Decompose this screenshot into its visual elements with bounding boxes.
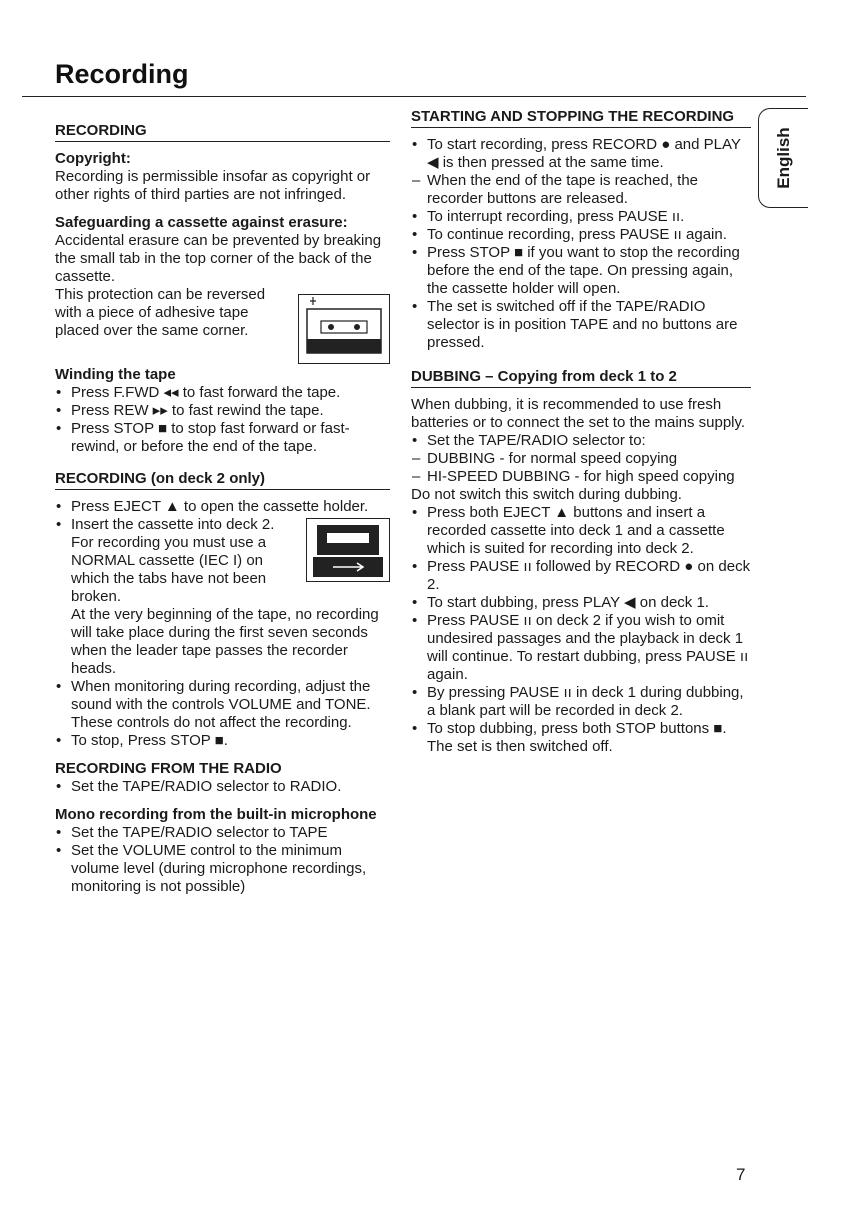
cassette-insert-illustration [306, 518, 390, 582]
copyright-text: Recording is permissible insofar as copyright or other rights of third parties are not infringed. [55, 168, 371, 203]
list-item: • Press STOP ■ to stop fast forward or fast-rewind, or before the end of the tape. [55, 420, 390, 456]
list-item: • Press PAUSE ıı followed by RECORD ● on deck 2. [411, 558, 751, 594]
radio-list [55, 778, 390, 796]
list-item: • Press REW ▸▸ to fast rewind the tape. [55, 402, 390, 420]
list-item: • Set the VOLUME control to the minimum volume level (during microphone recordings, monitoring is not possible) [55, 842, 390, 896]
list-item: • Set the TAPE/RADIO selector to TAPE [55, 824, 390, 842]
list-item: – When the end of the tape is reached, the recorder buttons are released. [411, 172, 751, 208]
title-rule [22, 96, 806, 97]
language-tab [758, 108, 808, 208]
deck2-heading: RECORDING (on deck 2 only) [55, 470, 390, 490]
safeguard-text-2: This protection can be reversed with a piece of adhesive tape placed over the same corner. [55, 286, 266, 339]
list-item: • Press both EJECT ▲ buttons and insert a recorded cassette into deck 1 and a cassette which is suited for recording into deck 2. [411, 504, 751, 558]
dubbing-heading: DUBBING – Copying from deck 1 to 2 [411, 368, 751, 388]
winding-heading: Winding the tape [55, 366, 176, 383]
list-item: • Insert the cassette into deck 2. For recording you must use a NORMAL cassette (IEC I) on which the tabs have not been broken. At the very beginning of the tape, no recording will take place during the first seven seconds when the leader tape passes the recorder heads. [55, 516, 390, 678]
winding-list [55, 384, 390, 456]
page-title: Recording [55, 59, 189, 89]
dubbing-steps-list [411, 504, 751, 756]
list-item: • Set the TAPE/RADIO selector to: [411, 432, 751, 450]
cassette-tab-icon [299, 295, 389, 363]
language-tab-label: English [773, 127, 793, 189]
list-item: • When monitoring during recording, adjust the sound with the controls VOLUME and TONE. These controls do not affect the recording. [55, 678, 390, 732]
list-item: • To continue recording, press PAUSE ıı again. [411, 226, 751, 244]
copyright-heading: Copyright: [55, 150, 131, 167]
cassette-deck-icon [307, 519, 389, 581]
list-item: • To stop, Press STOP ■. [55, 732, 390, 750]
deck2-item-2b: At the very beginning of the tape, no recording will take place during the first seven seconds when the leader tape passes the recorder heads. [71, 606, 379, 677]
list-item: • The set is switched off if the TAPE/RADIO selector is in position TAPE and no buttons are pressed. [411, 298, 751, 352]
safeguard-heading: Safeguarding a cassette against erasure: [55, 214, 348, 231]
mono-list [55, 824, 390, 896]
dubbing-intro: When dubbing, it is recommended to use fresh batteries or to connect the set to the mains supply. [411, 396, 746, 431]
deck2-list [55, 498, 390, 750]
page-number: 7 [736, 1165, 746, 1184]
left-column [55, 108, 390, 896]
dubbing-selector-list [411, 432, 751, 486]
list-item: • Press F.FWD ◂◂ to fast forward the tape. [55, 384, 390, 402]
mono-heading: Mono recording from the built-in microphone [55, 806, 377, 823]
start-stop-heading: STARTING AND STOPPING THE RECORDING [411, 108, 751, 128]
safeguard-text-1: Accidental erasure can be prevented by breaking the small tab in the top corner of the back of the cassette. [55, 232, 382, 285]
list-item: – DUBBING - for normal speed copying [411, 450, 751, 468]
list-item: • Press EJECT ▲ to open the cassette holder. [55, 498, 390, 516]
list-item: • Set the TAPE/RADIO selector to RADIO. [55, 778, 390, 796]
cassette-tab-illustration [298, 294, 390, 364]
radio-heading: RECORDING FROM THE RADIO [55, 760, 282, 777]
recording-heading: RECORDING [55, 122, 390, 142]
dubbing-note: Do not switch this switch during dubbing. [411, 486, 682, 503]
list-item: • To stop dubbing, press both STOP buttons ■. The set is then switched off. [411, 720, 751, 756]
right-column [411, 108, 751, 756]
list-item: • Press PAUSE ıı on deck 2 if you wish to omit undesired passages and the playback in deck 1 will continue. To restart dubbing, press PAUSE ıı again. [411, 612, 751, 684]
list-item: • To start dubbing, press PLAY ◀ on deck 1. [411, 594, 751, 612]
list-item: • Press STOP ■ if you want to stop the recording before the end of the tape. On pressing again, the cassette holder will open. [411, 244, 751, 298]
list-item: • To start recording, press RECORD ● and PLAY ◀ is then pressed at the same time. [411, 136, 751, 172]
start-stop-list [411, 136, 751, 352]
list-item: • To interrupt recording, press PAUSE ıı. [411, 208, 751, 226]
list-item: • By pressing PAUSE ıı in deck 1 during dubbing, a blank part will be recorded in deck 2. [411, 684, 751, 720]
list-item: – HI-SPEED DUBBING - for high speed copying [411, 468, 751, 486]
